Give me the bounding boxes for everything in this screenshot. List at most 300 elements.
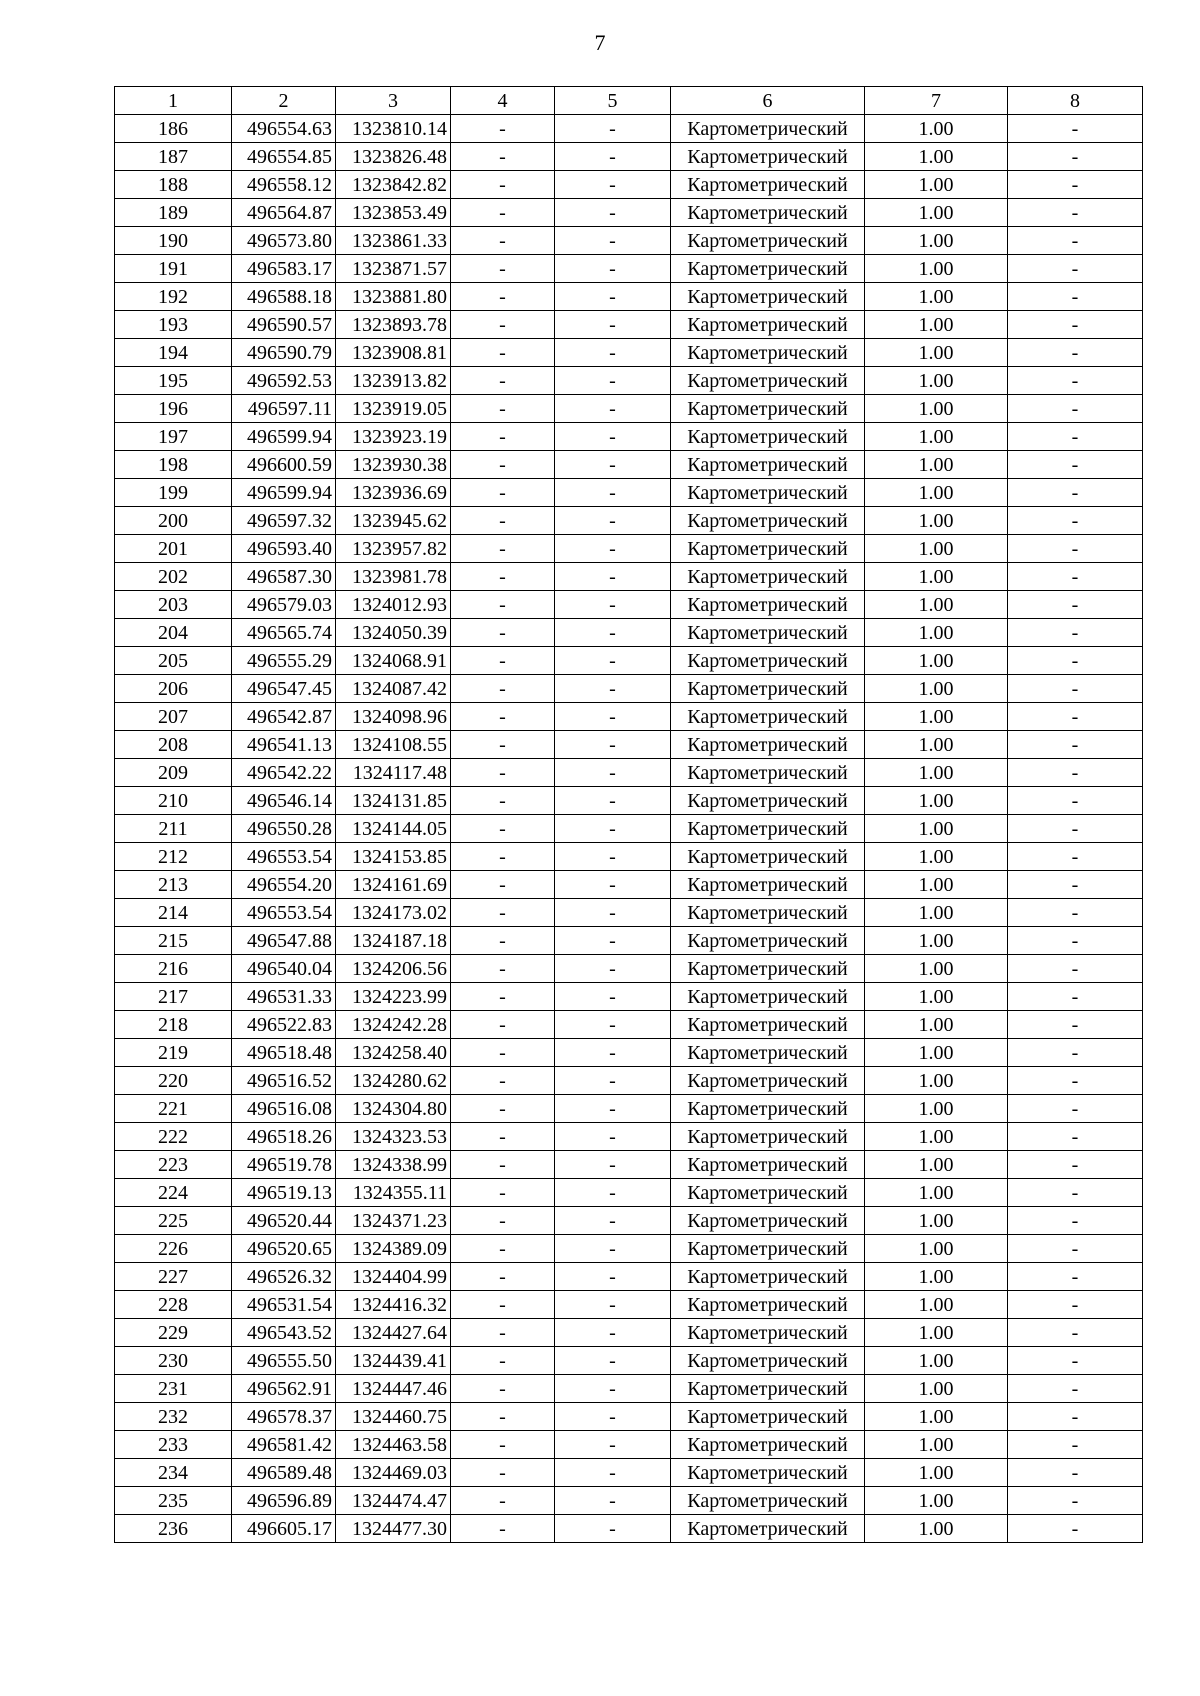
x-coordinate-cell: 496520.44 bbox=[232, 1207, 336, 1235]
table-row bbox=[115, 1375, 1143, 1403]
accuracy-cell: 1.00 bbox=[865, 955, 1008, 983]
col4-cell: - bbox=[451, 1319, 555, 1347]
col8-cell: - bbox=[1008, 1459, 1143, 1487]
y-coordinate-cell: 1324144.05 bbox=[336, 815, 451, 843]
table-row bbox=[115, 1095, 1143, 1123]
method-cell: Картометрический bbox=[671, 675, 865, 703]
col5-cell: - bbox=[555, 647, 671, 675]
method-cell: Картометрический bbox=[671, 1095, 865, 1123]
method-cell: Картометрический bbox=[671, 1459, 865, 1487]
method-cell: Картометрический bbox=[671, 927, 865, 955]
y-coordinate-cell: 1323881.80 bbox=[336, 283, 451, 311]
method-cell: Картометрический bbox=[671, 199, 865, 227]
x-coordinate-cell: 496543.52 bbox=[232, 1319, 336, 1347]
accuracy-cell: 1.00 bbox=[865, 927, 1008, 955]
col4-cell: - bbox=[451, 899, 555, 927]
table-row bbox=[115, 1123, 1143, 1151]
method-cell: Картометрический bbox=[671, 395, 865, 423]
method-cell: Картометрический bbox=[671, 759, 865, 787]
y-coordinate-cell: 1323923.19 bbox=[336, 423, 451, 451]
y-coordinate-cell: 1324050.39 bbox=[336, 619, 451, 647]
table-row bbox=[115, 787, 1143, 815]
table-row bbox=[115, 1067, 1143, 1095]
col8-cell: - bbox=[1008, 591, 1143, 619]
col8-cell: - bbox=[1008, 1011, 1143, 1039]
col4-cell: - bbox=[451, 1039, 555, 1067]
method-cell: Картометрический bbox=[671, 1515, 865, 1543]
col5-cell: - bbox=[555, 983, 671, 1011]
method-cell: Картометрический bbox=[671, 1207, 865, 1235]
accuracy-cell: 1.00 bbox=[865, 199, 1008, 227]
y-coordinate-cell: 1324469.03 bbox=[336, 1459, 451, 1487]
method-cell: Картометрический bbox=[671, 619, 865, 647]
table-row bbox=[115, 171, 1143, 199]
point-number-cell: 196 bbox=[115, 395, 232, 423]
col5-cell: - bbox=[555, 1347, 671, 1375]
y-coordinate-cell: 1324242.28 bbox=[336, 1011, 451, 1039]
y-coordinate-cell: 1324389.09 bbox=[336, 1235, 451, 1263]
y-coordinate-cell: 1324323.53 bbox=[336, 1123, 451, 1151]
column-header: 4 bbox=[451, 87, 555, 115]
y-coordinate-cell: 1324439.41 bbox=[336, 1347, 451, 1375]
method-cell: Картометрический bbox=[671, 591, 865, 619]
method-cell: Картометрический bbox=[671, 1347, 865, 1375]
accuracy-cell: 1.00 bbox=[865, 1515, 1008, 1543]
col5-cell: - bbox=[555, 171, 671, 199]
col5-cell: - bbox=[555, 591, 671, 619]
col8-cell: - bbox=[1008, 1431, 1143, 1459]
y-coordinate-cell: 1323908.81 bbox=[336, 339, 451, 367]
col5-cell: - bbox=[555, 367, 671, 395]
accuracy-cell: 1.00 bbox=[865, 339, 1008, 367]
x-coordinate-cell: 496550.28 bbox=[232, 815, 336, 843]
table-row bbox=[115, 1403, 1143, 1431]
y-coordinate-cell: 1324447.46 bbox=[336, 1375, 451, 1403]
col4-cell: - bbox=[451, 1515, 555, 1543]
col8-cell: - bbox=[1008, 1403, 1143, 1431]
x-coordinate-cell: 496587.30 bbox=[232, 563, 336, 591]
y-coordinate-cell: 1323945.62 bbox=[336, 507, 451, 535]
accuracy-cell: 1.00 bbox=[865, 367, 1008, 395]
col8-cell: - bbox=[1008, 255, 1143, 283]
point-number-cell: 225 bbox=[115, 1207, 232, 1235]
x-coordinate-cell: 496578.37 bbox=[232, 1403, 336, 1431]
table-row bbox=[115, 367, 1143, 395]
table-row bbox=[115, 395, 1143, 423]
point-number-cell: 205 bbox=[115, 647, 232, 675]
method-cell: Картометрический bbox=[671, 451, 865, 479]
point-number-cell: 212 bbox=[115, 843, 232, 871]
table-row bbox=[115, 675, 1143, 703]
method-cell: Картометрический bbox=[671, 1235, 865, 1263]
table-row bbox=[115, 619, 1143, 647]
method-cell: Картометрический bbox=[671, 983, 865, 1011]
method-cell: Картометрический bbox=[671, 1123, 865, 1151]
point-number-cell: 194 bbox=[115, 339, 232, 367]
accuracy-cell: 1.00 bbox=[865, 479, 1008, 507]
x-coordinate-cell: 496516.08 bbox=[232, 1095, 336, 1123]
column-header: 1 bbox=[115, 87, 232, 115]
col5-cell: - bbox=[555, 787, 671, 815]
x-coordinate-cell: 496553.54 bbox=[232, 899, 336, 927]
table-row bbox=[115, 955, 1143, 983]
table-row bbox=[115, 1347, 1143, 1375]
y-coordinate-cell: 1323919.05 bbox=[336, 395, 451, 423]
col5-cell: - bbox=[555, 1039, 671, 1067]
point-number-cell: 224 bbox=[115, 1179, 232, 1207]
col4-cell: - bbox=[451, 815, 555, 843]
col4-cell: - bbox=[451, 339, 555, 367]
y-coordinate-cell: 1324404.99 bbox=[336, 1263, 451, 1291]
col8-cell: - bbox=[1008, 983, 1143, 1011]
point-number-cell: 213 bbox=[115, 871, 232, 899]
col4-cell: - bbox=[451, 759, 555, 787]
y-coordinate-cell: 1324153.85 bbox=[336, 843, 451, 871]
column-header: 5 bbox=[555, 87, 671, 115]
table-row bbox=[115, 927, 1143, 955]
accuracy-cell: 1.00 bbox=[865, 451, 1008, 479]
accuracy-cell: 1.00 bbox=[865, 507, 1008, 535]
x-coordinate-cell: 496547.88 bbox=[232, 927, 336, 955]
y-coordinate-cell: 1324206.56 bbox=[336, 955, 451, 983]
col5-cell: - bbox=[555, 1431, 671, 1459]
point-number-cell: 219 bbox=[115, 1039, 232, 1067]
table-row bbox=[115, 647, 1143, 675]
y-coordinate-cell: 1324187.18 bbox=[336, 927, 451, 955]
point-number-cell: 193 bbox=[115, 311, 232, 339]
point-number-cell: 208 bbox=[115, 731, 232, 759]
accuracy-cell: 1.00 bbox=[865, 1487, 1008, 1515]
col8-cell: - bbox=[1008, 1151, 1143, 1179]
accuracy-cell: 1.00 bbox=[865, 563, 1008, 591]
point-number-cell: 214 bbox=[115, 899, 232, 927]
y-coordinate-cell: 1324068.91 bbox=[336, 647, 451, 675]
col5-cell: - bbox=[555, 955, 671, 983]
col5-cell: - bbox=[555, 1123, 671, 1151]
col8-cell: - bbox=[1008, 731, 1143, 759]
y-coordinate-cell: 1324258.40 bbox=[336, 1039, 451, 1067]
point-number-cell: 221 bbox=[115, 1095, 232, 1123]
x-coordinate-cell: 496605.17 bbox=[232, 1515, 336, 1543]
accuracy-cell: 1.00 bbox=[865, 1151, 1008, 1179]
y-coordinate-cell: 1324098.96 bbox=[336, 703, 451, 731]
col8-cell: - bbox=[1008, 283, 1143, 311]
accuracy-cell: 1.00 bbox=[865, 1011, 1008, 1039]
accuracy-cell: 1.00 bbox=[865, 1319, 1008, 1347]
x-coordinate-cell: 496599.94 bbox=[232, 479, 336, 507]
method-cell: Картометрический bbox=[671, 1039, 865, 1067]
x-coordinate-cell: 496554.63 bbox=[232, 115, 336, 143]
table-row bbox=[115, 759, 1143, 787]
col5-cell: - bbox=[555, 1459, 671, 1487]
point-number-cell: 207 bbox=[115, 703, 232, 731]
col4-cell: - bbox=[451, 115, 555, 143]
col8-cell: - bbox=[1008, 647, 1143, 675]
table-row bbox=[115, 815, 1143, 843]
accuracy-cell: 1.00 bbox=[865, 1123, 1008, 1151]
point-number-cell: 191 bbox=[115, 255, 232, 283]
table-row bbox=[115, 255, 1143, 283]
point-number-cell: 216 bbox=[115, 955, 232, 983]
col8-cell: - bbox=[1008, 1263, 1143, 1291]
point-number-cell: 228 bbox=[115, 1291, 232, 1319]
x-coordinate-cell: 496518.26 bbox=[232, 1123, 336, 1151]
point-number-cell: 211 bbox=[115, 815, 232, 843]
col8-cell: - bbox=[1008, 171, 1143, 199]
col5-cell: - bbox=[555, 563, 671, 591]
col8-cell: - bbox=[1008, 535, 1143, 563]
x-coordinate-cell: 496597.32 bbox=[232, 507, 336, 535]
method-cell: Картометрический bbox=[671, 1263, 865, 1291]
x-coordinate-cell: 496596.89 bbox=[232, 1487, 336, 1515]
col8-cell: - bbox=[1008, 199, 1143, 227]
accuracy-cell: 1.00 bbox=[865, 871, 1008, 899]
col4-cell: - bbox=[451, 871, 555, 899]
col5-cell: - bbox=[555, 311, 671, 339]
table-row bbox=[115, 871, 1143, 899]
page-number: 7 bbox=[594, 30, 606, 55]
x-coordinate-cell: 496555.29 bbox=[232, 647, 336, 675]
col5-cell: - bbox=[555, 1291, 671, 1319]
col4-cell: - bbox=[451, 1431, 555, 1459]
table-row bbox=[115, 1291, 1143, 1319]
col4-cell: - bbox=[451, 143, 555, 171]
col5-cell: - bbox=[555, 871, 671, 899]
col4-cell: - bbox=[451, 1487, 555, 1515]
col5-cell: - bbox=[555, 283, 671, 311]
x-coordinate-cell: 496562.91 bbox=[232, 1375, 336, 1403]
method-cell: Картометрический bbox=[671, 1487, 865, 1515]
table-header-row bbox=[115, 87, 1143, 115]
col8-cell: - bbox=[1008, 955, 1143, 983]
y-coordinate-cell: 1323930.38 bbox=[336, 451, 451, 479]
method-cell: Картометрический bbox=[671, 479, 865, 507]
col8-cell: - bbox=[1008, 899, 1143, 927]
col4-cell: - bbox=[451, 283, 555, 311]
method-cell: Картометрический bbox=[671, 731, 865, 759]
col4-cell: - bbox=[451, 563, 555, 591]
col4-cell: - bbox=[451, 367, 555, 395]
col8-cell: - bbox=[1008, 1123, 1143, 1151]
col5-cell: - bbox=[555, 927, 671, 955]
point-number-cell: 190 bbox=[115, 227, 232, 255]
method-cell: Картометрический bbox=[671, 647, 865, 675]
accuracy-cell: 1.00 bbox=[865, 171, 1008, 199]
table-row bbox=[115, 339, 1143, 367]
x-coordinate-cell: 496573.80 bbox=[232, 227, 336, 255]
x-coordinate-cell: 496583.17 bbox=[232, 255, 336, 283]
col5-cell: - bbox=[555, 1263, 671, 1291]
y-coordinate-cell: 1324117.48 bbox=[336, 759, 451, 787]
method-cell: Картометрический bbox=[671, 955, 865, 983]
accuracy-cell: 1.00 bbox=[865, 535, 1008, 563]
table-row bbox=[115, 479, 1143, 507]
accuracy-cell: 1.00 bbox=[865, 1067, 1008, 1095]
col4-cell: - bbox=[451, 1375, 555, 1403]
method-cell: Картометрический bbox=[671, 787, 865, 815]
method-cell: Картометрический bbox=[671, 367, 865, 395]
col4-cell: - bbox=[451, 619, 555, 647]
point-number-cell: 189 bbox=[115, 199, 232, 227]
col8-cell: - bbox=[1008, 787, 1143, 815]
method-cell: Картометрический bbox=[671, 311, 865, 339]
point-number-cell: 209 bbox=[115, 759, 232, 787]
method-cell: Картометрический bbox=[671, 1375, 865, 1403]
col8-cell: - bbox=[1008, 367, 1143, 395]
col8-cell: - bbox=[1008, 927, 1143, 955]
x-coordinate-cell: 496531.33 bbox=[232, 983, 336, 1011]
accuracy-cell: 1.00 bbox=[865, 283, 1008, 311]
method-cell: Картометрический bbox=[671, 339, 865, 367]
col5-cell: - bbox=[555, 1235, 671, 1263]
y-coordinate-cell: 1324087.42 bbox=[336, 675, 451, 703]
point-number-cell: 230 bbox=[115, 1347, 232, 1375]
col8-cell: - bbox=[1008, 227, 1143, 255]
x-coordinate-cell: 496518.48 bbox=[232, 1039, 336, 1067]
col4-cell: - bbox=[451, 1291, 555, 1319]
table-row bbox=[115, 563, 1143, 591]
accuracy-cell: 1.00 bbox=[865, 423, 1008, 451]
y-coordinate-cell: 1324131.85 bbox=[336, 787, 451, 815]
column-header: 2 bbox=[232, 87, 336, 115]
y-coordinate-cell: 1323913.82 bbox=[336, 367, 451, 395]
col8-cell: - bbox=[1008, 1067, 1143, 1095]
method-cell: Картометрический bbox=[671, 1011, 865, 1039]
accuracy-cell: 1.00 bbox=[865, 675, 1008, 703]
col4-cell: - bbox=[451, 1459, 555, 1487]
accuracy-cell: 1.00 bbox=[865, 227, 1008, 255]
col5-cell: - bbox=[555, 1179, 671, 1207]
y-coordinate-cell: 1323981.78 bbox=[336, 563, 451, 591]
point-number-cell: 234 bbox=[115, 1459, 232, 1487]
col5-cell: - bbox=[555, 479, 671, 507]
col5-cell: - bbox=[555, 255, 671, 283]
accuracy-cell: 1.00 bbox=[865, 647, 1008, 675]
col4-cell: - bbox=[451, 591, 555, 619]
col5-cell: - bbox=[555, 115, 671, 143]
table-row bbox=[115, 983, 1143, 1011]
accuracy-cell: 1.00 bbox=[865, 1403, 1008, 1431]
accuracy-cell: 1.00 bbox=[865, 1039, 1008, 1067]
accuracy-cell: 1.00 bbox=[865, 815, 1008, 843]
point-number-cell: 227 bbox=[115, 1263, 232, 1291]
x-coordinate-cell: 496589.48 bbox=[232, 1459, 336, 1487]
col4-cell: - bbox=[451, 199, 555, 227]
col4-cell: - bbox=[451, 1011, 555, 1039]
method-cell: Картометрический bbox=[671, 1431, 865, 1459]
x-coordinate-cell: 496554.20 bbox=[232, 871, 336, 899]
y-coordinate-cell: 1323842.82 bbox=[336, 171, 451, 199]
col8-cell: - bbox=[1008, 1347, 1143, 1375]
accuracy-cell: 1.00 bbox=[865, 731, 1008, 759]
x-coordinate-cell: 496541.13 bbox=[232, 731, 336, 759]
col5-cell: - bbox=[555, 1403, 671, 1431]
col8-cell: - bbox=[1008, 1515, 1143, 1543]
col8-cell: - bbox=[1008, 1375, 1143, 1403]
method-cell: Картометрический bbox=[671, 899, 865, 927]
col8-cell: - bbox=[1008, 115, 1143, 143]
col4-cell: - bbox=[451, 1235, 555, 1263]
col4-cell: - bbox=[451, 1347, 555, 1375]
x-coordinate-cell: 496564.87 bbox=[232, 199, 336, 227]
table-row bbox=[115, 1235, 1143, 1263]
point-number-cell: 217 bbox=[115, 983, 232, 1011]
point-number-cell: 195 bbox=[115, 367, 232, 395]
col8-cell: - bbox=[1008, 759, 1143, 787]
col4-cell: - bbox=[451, 1207, 555, 1235]
col8-cell: - bbox=[1008, 507, 1143, 535]
point-number-cell: 232 bbox=[115, 1403, 232, 1431]
method-cell: Картометрический bbox=[671, 1403, 865, 1431]
y-coordinate-cell: 1324355.11 bbox=[336, 1179, 451, 1207]
accuracy-cell: 1.00 bbox=[865, 115, 1008, 143]
col5-cell: - bbox=[555, 1375, 671, 1403]
point-number-cell: 236 bbox=[115, 1515, 232, 1543]
point-number-cell: 200 bbox=[115, 507, 232, 535]
y-coordinate-cell: 1323957.82 bbox=[336, 535, 451, 563]
point-number-cell: 220 bbox=[115, 1067, 232, 1095]
accuracy-cell: 1.00 bbox=[865, 843, 1008, 871]
col5-cell: - bbox=[555, 339, 671, 367]
col4-cell: - bbox=[451, 1179, 555, 1207]
y-coordinate-cell: 1324304.80 bbox=[336, 1095, 451, 1123]
point-number-cell: 226 bbox=[115, 1235, 232, 1263]
method-cell: Картометрический bbox=[671, 283, 865, 311]
table-row bbox=[115, 283, 1143, 311]
x-coordinate-cell: 496547.45 bbox=[232, 675, 336, 703]
table-row bbox=[115, 143, 1143, 171]
x-coordinate-cell: 496519.13 bbox=[232, 1179, 336, 1207]
table-row bbox=[115, 591, 1143, 619]
method-cell: Картометрический bbox=[671, 255, 865, 283]
col4-cell: - bbox=[451, 395, 555, 423]
method-cell: Картометрический bbox=[671, 507, 865, 535]
accuracy-cell: 1.00 bbox=[865, 143, 1008, 171]
table-row bbox=[115, 703, 1143, 731]
col5-cell: - bbox=[555, 759, 671, 787]
method-cell: Картометрический bbox=[671, 815, 865, 843]
table-row bbox=[115, 507, 1143, 535]
x-coordinate-cell: 496546.14 bbox=[232, 787, 336, 815]
col4-cell: - bbox=[451, 1067, 555, 1095]
col4-cell: - bbox=[451, 451, 555, 479]
col5-cell: - bbox=[555, 703, 671, 731]
table-row bbox=[115, 1459, 1143, 1487]
y-coordinate-cell: 1324338.99 bbox=[336, 1151, 451, 1179]
col4-cell: - bbox=[451, 731, 555, 759]
y-coordinate-cell: 1323936.69 bbox=[336, 479, 451, 507]
table-row bbox=[115, 1039, 1143, 1067]
point-number-cell: 215 bbox=[115, 927, 232, 955]
y-coordinate-cell: 1323861.33 bbox=[336, 227, 451, 255]
accuracy-cell: 1.00 bbox=[865, 1291, 1008, 1319]
accuracy-cell: 1.00 bbox=[865, 255, 1008, 283]
x-coordinate-cell: 496519.78 bbox=[232, 1151, 336, 1179]
x-coordinate-cell: 496599.94 bbox=[232, 423, 336, 451]
col5-cell: - bbox=[555, 451, 671, 479]
x-coordinate-cell: 496597.11 bbox=[232, 395, 336, 423]
accuracy-cell: 1.00 bbox=[865, 619, 1008, 647]
col8-cell: - bbox=[1008, 1291, 1143, 1319]
point-number-cell: 206 bbox=[115, 675, 232, 703]
accuracy-cell: 1.00 bbox=[865, 787, 1008, 815]
table-row bbox=[115, 843, 1143, 871]
col5-cell: - bbox=[555, 507, 671, 535]
point-number-cell: 192 bbox=[115, 283, 232, 311]
col4-cell: - bbox=[451, 535, 555, 563]
table-row bbox=[115, 227, 1143, 255]
col5-cell: - bbox=[555, 1207, 671, 1235]
